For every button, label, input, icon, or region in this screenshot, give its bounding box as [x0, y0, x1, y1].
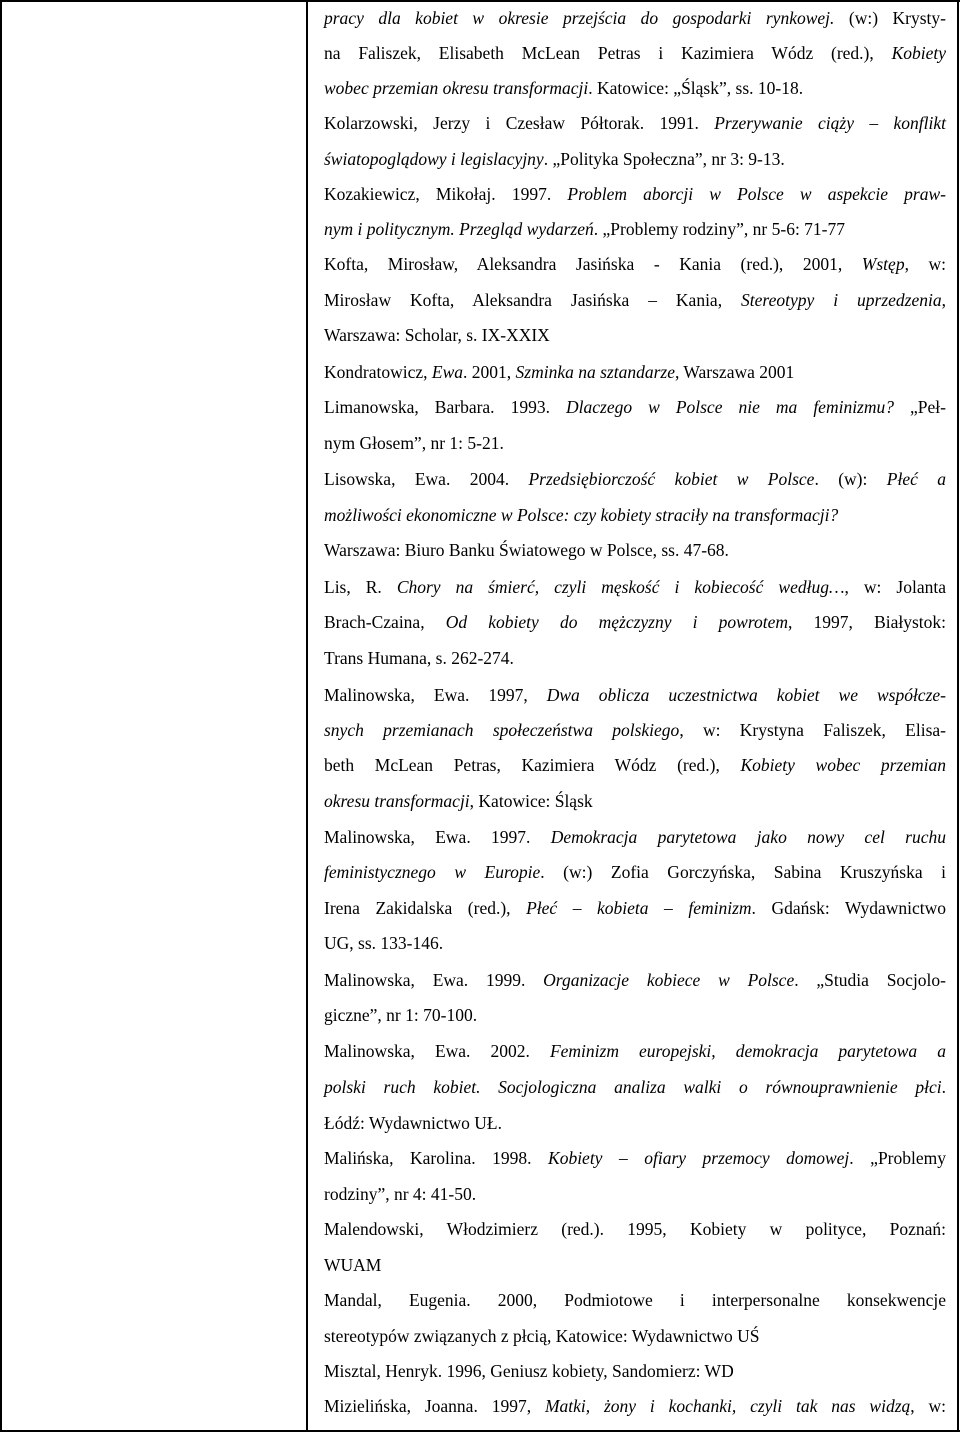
bibliography-line: Łódź: Wydawnictwo UŁ.: [324, 1113, 502, 1133]
bibliography-line: Malinowska, Ewa. 2002. Feminizm europejski, demokracja parytetowa a: [324, 1041, 946, 1061]
bibliography-line: nym i politycznym. Przegląd wydarzeń. „Problemy rodziny”, nr 5-6: 71-77: [324, 219, 846, 239]
bibliography-line: Malinowska, Ewa. 1997. Demokracja parytetowa jako nowy cel ruchu: [324, 827, 946, 847]
bibliography-line: rodziny”, nr 4: 41-50.: [324, 1184, 477, 1204]
table-column-divider: [306, 0, 308, 1432]
bibliography-line: światopoglądowy i legislacyjny. „Polityka Społeczna”, nr 3: 9-13.: [324, 149, 785, 169]
bibliography-line: snych przemianach społeczeństwa polskiego, w: Krystyna Faliszek, Elisa-: [324, 720, 946, 740]
bibliography-line: Misztal, Henryk. 1996, Geniusz kobiety, Sandomierz: WD: [324, 1361, 734, 1381]
bibliography-line: WUAM: [324, 1255, 382, 1275]
bibliography-line: Kofta, Mirosław, Aleksandra Jasińska - Kania (red.), 2001, Wstęp, w:: [324, 254, 947, 274]
bibliography-line: Kolarzowski, Jerzy i Czesław Półtorak. 1991. Przerywanie ciąży – konflikt: [324, 113, 946, 133]
bibliography-line: Mizielińska, Joanna. 1997, Matki, żony i kochanki, czyli tak nas widzą, w:: [324, 1396, 947, 1416]
bibliography-line: Malendowski, Włodzimierz (red.). 1995, Kobiety w polityce, Poznań:: [324, 1219, 946, 1239]
bibliography-line: Malinowska, Ewa. 1999. Organizacje kobiece w Polsce. „Studia Socjolo-: [324, 970, 947, 990]
bibliography-line: Kozakiewicz, Mikołaj. 1997. Problem aborcji w Polsce w aspekcie praw-: [324, 184, 946, 204]
bibliography-line: okresu transformacji, Katowice: Śląsk: [324, 791, 593, 811]
bibliography-line: nym Głosem”, nr 1: 5-21.: [324, 433, 504, 453]
bibliography-line: Brach-Czaina, Od kobiety do mężczyzny i powrotem, 1997, Białystok:: [324, 612, 947, 632]
bibliography-line: Warszawa: Scholar, s. IX-XXIX: [324, 325, 550, 345]
bibliography-line: pracy dla kobiet w okresie przejścia do gospodarki rynkowej. (w:) Krysty-: [324, 8, 946, 28]
bibliography-line: stereotypów związanych z płcią, Katowice: Wydawnictwo UŚ: [324, 1326, 760, 1346]
bibliography-line: Mirosław Kofta, Aleksandra Jasińska – Kania, Stereotypy i uprzedzenia,: [324, 290, 946, 310]
bibliography-line: giczne”, nr 1: 70-100.: [324, 1005, 478, 1025]
bibliography-line: UG, ss. 133-146.: [324, 933, 444, 953]
bibliography-line: Kondratowicz, Ewa. 2001, Szminka na sztandarze, Warszawa 2001: [324, 362, 795, 382]
bibliography-line: feministycznego w Europie. (w:) Zofia Gorczyńska, Sabina Kruszyńska i: [324, 862, 946, 882]
bibliography-line: Malińska, Karolina. 1998. Kobiety – ofiary przemocy domowej. „Problemy: [324, 1148, 947, 1168]
empty-left-column: [2, 2, 306, 1430]
bibliography-line: wobec przemian okresu transformacji. Katowice: „Śląsk”, ss. 10-18.: [324, 78, 804, 98]
bibliography-line: Trans Humana, s. 262-274.: [324, 648, 514, 668]
bibliography-line: Lis, R. Chory na śmierć, czyli męskość i kobiecość według…, w: Jolanta: [324, 577, 946, 597]
bibliography-line: Mandal, Eugenia. 2000, Podmiotowe i interpersonalne konsekwencje: [324, 1290, 946, 1310]
bibliography-line: polski ruch kobiet. Socjologiczna analiza walki o równouprawnienie płci.: [324, 1077, 946, 1097]
table-border-right: [957, 0, 959, 1432]
bibliography-line: możliwości ekonomiczne w Polsce: czy kobiety straciły na transformacji?: [324, 505, 839, 525]
bibliography-line: Limanowska, Barbara. 1993. Dlaczego w Polsce nie ma feminizmu? „Peł-: [324, 397, 947, 417]
bibliography-line: Lisowska, Ewa. 2004. Przedsiębiorczość kobiet w Polsce. (w): Płeć a: [324, 469, 946, 489]
bibliography-line: beth McLean Petras, Kazimiera Wódz (red.), Kobiety wobec przemian: [324, 755, 946, 775]
bibliography-line: Warszawa: Biuro Banku Światowego w Polsce, ss. 47-68.: [324, 540, 729, 560]
bibliography-line: Malinowska, Ewa. 1997, Dwa oblicza uczestnictwa kobiet we współcze-: [324, 685, 946, 705]
bibliography-line: Irena Zakidalska (red.), Płeć – kobieta – feminizm. Gdańsk: Wydawnictwo: [324, 898, 947, 918]
bibliography-line: na Faliszek, Elisabeth McLean Petras i Kazimiera Wódz (red.), Kobiety: [324, 43, 946, 63]
